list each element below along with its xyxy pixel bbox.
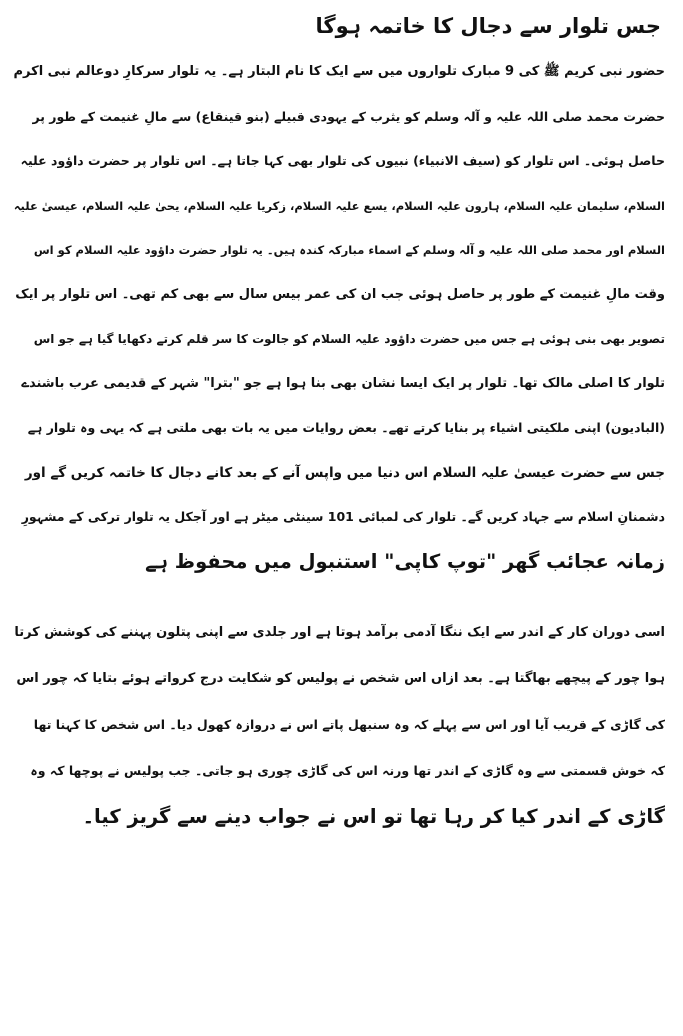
- text-line: السلام اور محمد صلی اللہ علیہ و آلہ وسلم کے اسماء مبارکہ کندہ ہیں۔ یہ تلوار حضرت داؤود علیہ السلام کو اس: [33, 243, 665, 257]
- article-title: جس تلوار سے دجال کا خاتمہ ہوگا: [315, 14, 661, 38]
- text-line: کی گاڑی کے قریب آیا اور اس سے پہلے کہ وہ سنبھل پاتے اس نے دروازہ کھول دیا۔ اس شخص کا کہنا تھا: [33, 717, 665, 732]
- text-line: (البادیون) اپنی ملکیتی اشیاء پر بنایا کرتے تھے۔ بعض روایات میں یہ بات بھی ملتی ہے کہ یہی وہ تلوار ہے: [27, 420, 665, 435]
- text-line: گاڑی کے اندر کیا کر رہا تھا تو اس نے جواب دینے سے گریز کیا۔: [82, 805, 665, 828]
- text-line: حضور نبی کریم ﷺ کی 9 مبارک تلواروں میں سے ایک کا نام البتار ہے۔ یہ تلوار سرکارِ دوعالم نبی اکرم: [14, 64, 665, 79]
- text-line: وقت مالِ غنیمت کے طور پر حاصل ہوئی جب ان کی عمر بیس سال سے بھی کم تھی۔ اس تلوار پر ایک: [15, 286, 665, 302]
- text-line: ہوا چور کے پیچھے بھاگتا ہے۔ بعد ازاں اس شخص نے پولیس کو شکایت درج کرواتے ہوئے بتایا کہ چور اس: [16, 671, 665, 686]
- text-line: دشمنانِ اسلام سے جہاد کریں گے۔ تلوار کی لمبائی 101 سینٹی میٹر ہے اور آجکل یہ تلوار ترکی کے مشہورِ: [21, 509, 665, 524]
- text-line: حاصل ہوئی۔ اس تلوار کو (سیف الانبیاء) نبیوں کی تلوار بھی کہا جاتا ہے۔ اس تلوار پر حضرت داؤود علیہ: [20, 153, 665, 168]
- text-line: السلام، سلیمان علیہ السلام، ہارون علیہ السلام، یسع علیہ السلام، زکریا علیہ السلام، یحیٰ علیہ السلام، عیسیٰ علیہ: [14, 198, 665, 213]
- text-line: تصویر بھی بنی ہوئی ہے جس میں حضرت داؤود علیہ السلام کو جالوت کا سر قلم کرتے دکھایا گیا ہے جو اس: [33, 332, 665, 346]
- text-line: جس سے حضرت عیسیٰ علیہ السلام اس دنیا میں واپس آنے کے بعد کانے دجال کا خاتمہ کریں گے اور: [24, 464, 665, 481]
- paragraph-car-thief: [14, 610, 665, 840]
- paragraph-sword: [14, 50, 665, 584]
- paragraph-divider: [14, 584, 665, 610]
- text-line: تلوار کا اصلی مالک تھا۔ تلوار پر ایک ایسا نشان بھی بنا ہوا ہے جو "بترا" شہر کے قدیمی عرب باشندے: [21, 375, 665, 391]
- text-line: اسی دوران کار کے اندر سے ایک ننگا آدمی برآمد ہوتا ہے اور جلدی سے اپنی پتلون پہننے کی کوشش کرتا: [14, 625, 665, 640]
- text-line: حضرت محمد صلی اللہ علیہ و آلہ وسلم کو یثرب کے یہودی قبیلے (بنو قینقاع) سے مالِ غنیمت کے طور پر: [32, 108, 665, 124]
- text-line: کہ خوش قسمتی سے وہ گاڑی کے اندر تھا ورنہ اس کی گاڑی چوری ہو جاتی۔ جب پولیس نے پوچھا کہ وہ: [30, 763, 665, 778]
- text-line: زمانہ عجائب گھر "توپ کاپی" استنبول میں محفوظ ہے: [145, 549, 665, 573]
